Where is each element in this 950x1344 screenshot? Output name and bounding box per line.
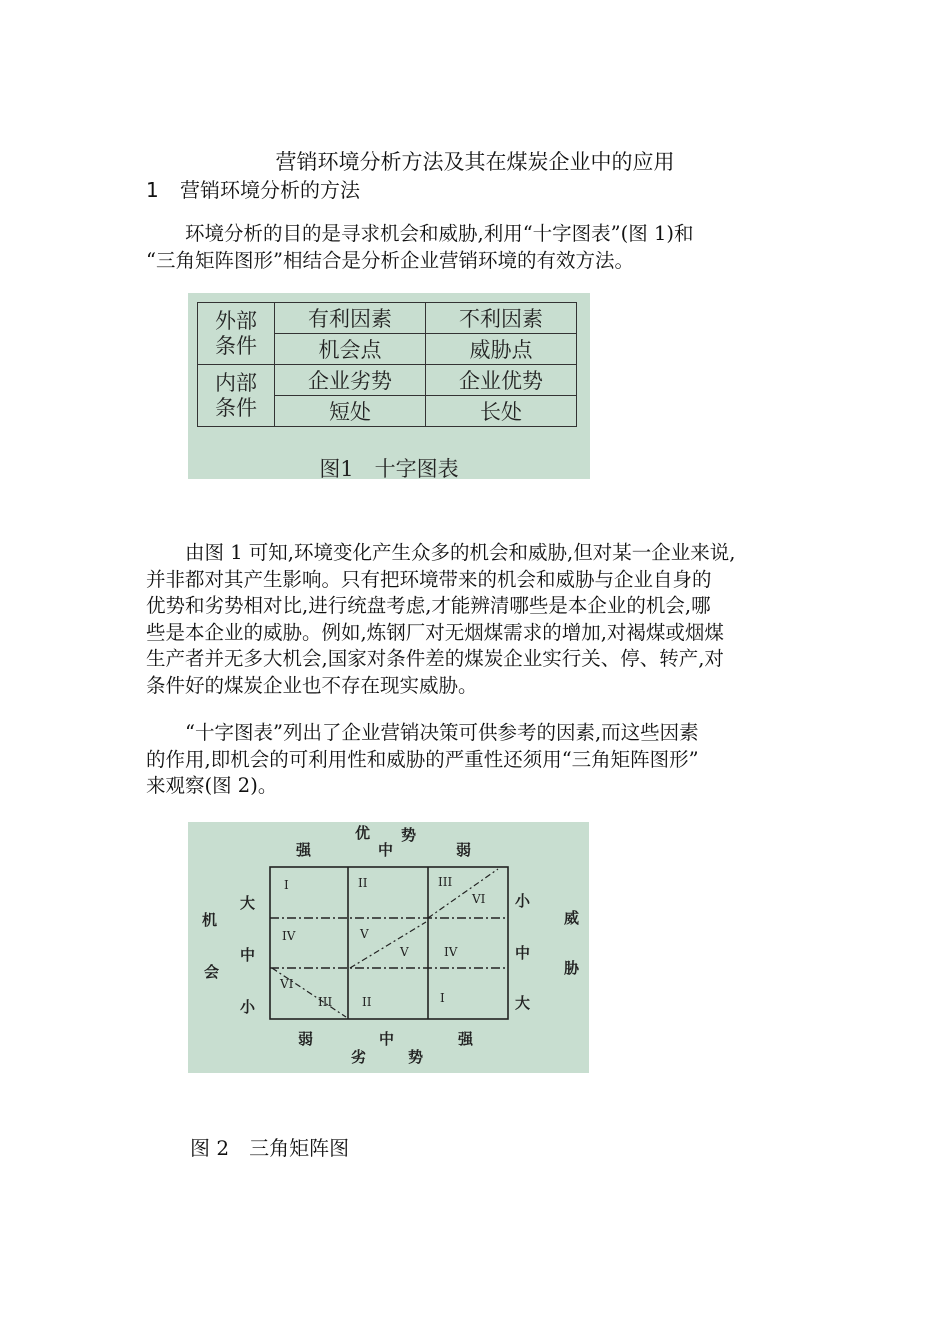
text-line: “十字图表”列出了企业营销决策可供参考的因素,而这些因素 <box>146 721 699 744</box>
matrix-cell-label: II <box>358 876 368 890</box>
matrix-cell-label: III <box>318 995 333 1009</box>
section-number: 1 <box>146 178 159 202</box>
cell-unfavorable-factors: 不利因素 <box>426 303 577 334</box>
figure-cross-chart <box>188 293 590 479</box>
text-line: “三角矩阵图形”相结合是分析企业营销环境的有效方法。 <box>146 248 634 272</box>
figure-2-caption: 图 2 三角矩阵图 <box>190 1136 350 1160</box>
text-line: 由图 1 可知,环境变化产生众多的机会和威胁,但对某一企业来说, <box>146 541 736 564</box>
matrix-frame <box>270 867 508 1019</box>
bottom-title: 势 <box>408 1048 424 1066</box>
external-conditions-header: 外部 条件 <box>198 303 275 365</box>
matrix-cell-label: V <box>360 927 369 941</box>
bottom-col-label: 中 <box>379 1030 395 1048</box>
paragraph-matrix-intro <box>146 720 811 800</box>
document-title: 营销环境分析方法及其在煤炭企业中的应用 <box>275 150 675 174</box>
text-line: 环境分析的目的是寻求机会和威胁,利用“十字图表”(图 1)和 <box>146 222 694 245</box>
section-heading <box>146 174 360 203</box>
text-line: 的作用,即机会的可利用性和威胁的严重性还须用“三角矩阵图形” <box>146 747 699 771</box>
text-line: 优势和劣势相对比,进行统盘考虑,才能辨清哪些是本企业的机会,哪 <box>146 594 711 617</box>
matrix-cell-label: I <box>440 991 445 1005</box>
matrix-cell-label: II <box>362 995 372 1009</box>
right-title: 胁 <box>564 959 580 977</box>
left-title: 机 <box>202 911 218 929</box>
matrix-diagonal <box>272 968 346 1017</box>
left-row-label: 中 <box>240 946 256 964</box>
bottom-col-label: 强 <box>458 1030 474 1048</box>
left-row-label: 大 <box>240 894 256 912</box>
cell-advantage: 长处 <box>426 396 577 427</box>
triangle-matrix-diagram <box>188 822 589 1073</box>
cross-chart-table <box>197 302 577 427</box>
left-title: 会 <box>204 963 220 981</box>
figure-1-caption: 图1 十字图表 <box>319 457 459 481</box>
right-row-label: 小 <box>515 892 531 910</box>
text-line: 条件好的煤炭企业也不存在现实威胁。 <box>146 673 478 697</box>
text-line: 并非都对其产生影响。只有把环境带来的机会和威胁与企业自身的 <box>146 567 712 591</box>
bottom-col-label: 弱 <box>298 1030 314 1048</box>
figure-triangle-matrix <box>188 822 589 1073</box>
top-title: 优 <box>355 824 371 842</box>
cell-strength: 企业优势 <box>426 365 577 396</box>
right-row-label: 大 <box>515 994 531 1012</box>
right-title: 威 <box>564 909 580 927</box>
matrix-cell-label: III <box>438 875 453 889</box>
section-title: 营销环境分析的方法 <box>180 178 360 202</box>
left-row-label: 小 <box>240 998 256 1016</box>
internal-conditions-header: 内部 条件 <box>198 365 275 427</box>
matrix-cell-label: V <box>400 945 409 959</box>
matrix-cell-label: IV <box>282 929 296 943</box>
top-col-label: 强 <box>296 841 312 859</box>
matrix-cell-label: VI <box>472 892 486 906</box>
text-line: 来观察(图 2)。 <box>146 774 278 797</box>
paragraph-intro <box>146 221 811 274</box>
matrix-cell-label: IV <box>444 945 458 959</box>
top-title: 势 <box>401 826 417 844</box>
cell-weakness: 企业劣势 <box>275 365 426 396</box>
cell-shortcoming: 短处 <box>275 396 426 427</box>
cell-favorable-factors: 有利因素 <box>275 303 426 334</box>
top-col-label: 弱 <box>456 841 472 859</box>
top-col-label: 中 <box>378 841 394 859</box>
paragraph-analysis <box>146 540 811 699</box>
cell-opportunity: 机会点 <box>275 334 426 365</box>
bottom-title: 劣 <box>351 1048 367 1066</box>
text-line: 些是本企业的威胁。例如,炼钢厂对无烟煤需求的增加,对褐煤或烟煤 <box>146 620 724 644</box>
matrix-cell-label: VI <box>280 977 294 991</box>
matrix-cell-label: I <box>284 878 289 892</box>
cell-threat: 威胁点 <box>426 334 577 365</box>
text-line: 生产者并无多大机会,国家对条件差的煤炭企业实行关、停、转产,对 <box>146 647 724 670</box>
right-row-label: 中 <box>515 944 531 962</box>
